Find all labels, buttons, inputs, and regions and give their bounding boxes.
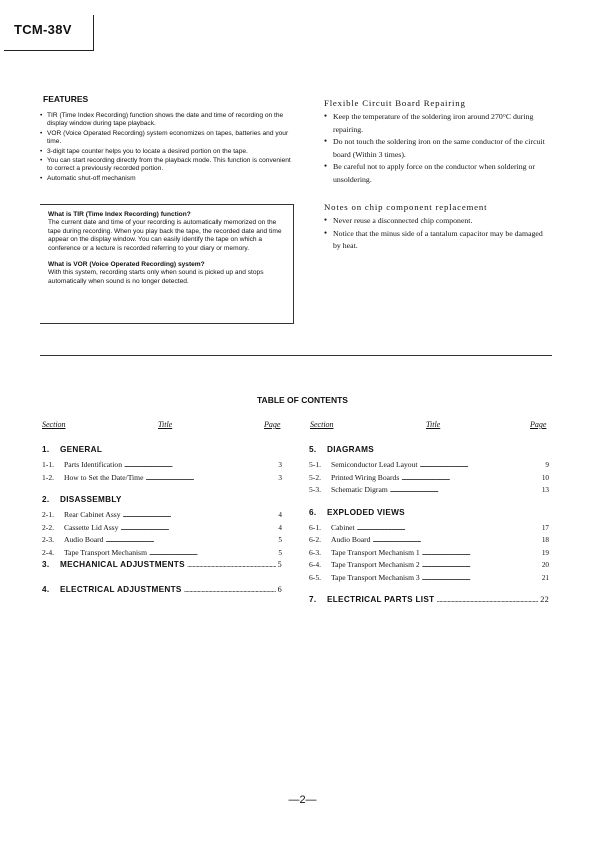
toc-header-title-left: Title — [158, 420, 173, 429]
chip-note-item: ● Never reuse a disconnected chip component. — [324, 215, 549, 228]
toc-page-number: 5 — [277, 560, 282, 569]
toc-spacer — [42, 485, 282, 495]
toc-title-text: Cabinet — [331, 522, 355, 532]
repairing-heading: Flexible Circuit Board Repairing — [324, 98, 466, 108]
toc-entry — [309, 473, 549, 486]
toc-number: 6-4. — [309, 560, 322, 569]
toc-number: 6-5. — [309, 572, 322, 582]
vor-answer: With this system, recording starts only when sound is picked up and stops automatically when sound is no longer detected. — [48, 269, 264, 285]
toc-section — [42, 445, 282, 457]
toc-page-number: 6 — [277, 585, 282, 594]
toc-page-number: 13 — [541, 486, 549, 494]
toc-number: 3. — [42, 560, 50, 569]
toc-number: 1-1. — [42, 460, 55, 469]
toc-page-number: 9 — [545, 461, 549, 469]
section-divider — [40, 355, 552, 356]
toc-number: 5-2. — [309, 472, 322, 482]
feature-explanation-box — [40, 204, 294, 324]
toc-leader-dots — [419, 460, 543, 469]
toc-number: 2. — [42, 495, 50, 504]
toc-page-number: 20 — [541, 561, 549, 569]
toc-title-text: Audio Board — [331, 535, 371, 544]
header-divider-horizontal — [4, 50, 94, 51]
toc-leader-dots — [390, 485, 540, 494]
toc-leader-dots — [422, 548, 540, 557]
toc-number: 5-3. — [309, 485, 322, 494]
toc-leader-dots — [105, 535, 276, 544]
chip-note-item: ● Notice that the minus side of a tantalum capacitor may be damaged by heat. — [324, 228, 549, 253]
toc-title-text: Rear Cabinet Assy — [64, 510, 121, 519]
toc-header-page-left: Page — [264, 420, 281, 429]
toc-section — [309, 508, 549, 520]
toc-entry — [42, 523, 282, 536]
toc-title-text: Tape Transport Mechanism 1 — [331, 547, 420, 557]
toc-title-text: Tape Transport Mechanism — [64, 547, 147, 557]
feature-item: • TIR (Time Index Recording) function shows the date and time of recording on the display window during tape playback. — [40, 112, 298, 129]
toc-number: 5-1. — [309, 460, 322, 469]
toc-title-text: Audio Board — [64, 535, 104, 544]
toc-entry — [309, 460, 549, 473]
toc-page-number: 5 — [278, 548, 282, 557]
toc-entry — [309, 573, 549, 586]
toc-number: 6-1. — [309, 522, 322, 532]
toc-entry — [42, 460, 282, 473]
toc-title-text: Tape Transport Mechanism 2 — [331, 560, 420, 569]
toc-page-number: 21 — [541, 573, 549, 582]
toc-entry — [309, 485, 549, 498]
toc-entry — [309, 535, 549, 548]
toc-number: 6. — [309, 507, 317, 517]
toc-title-text: GENERAL — [60, 445, 103, 454]
toc-spacer — [309, 498, 549, 508]
toc-leader-dots — [422, 573, 540, 582]
toc-spacer — [309, 585, 549, 595]
toc-entry — [42, 535, 282, 548]
toc-number: 2-4. — [42, 547, 55, 557]
toc-number: 2-1. — [42, 510, 55, 519]
toc-leader-dots — [145, 473, 276, 482]
toc-title-text: Semiconductor Lead Layout — [331, 460, 418, 469]
toc-title-text: ELECTRICAL PARTS LIST — [327, 595, 435, 604]
toc-title-text: ELECTRICAL ADJUSTMENTS — [60, 585, 182, 594]
feature-item: • VOR (Voice Operated Recording) system economizes on tapes, batteries and your time. — [40, 130, 298, 147]
toc-page-number: 22 — [540, 595, 549, 604]
toc-section — [309, 595, 549, 607]
toc-title-text: MECHANICAL ADJUSTMENTS — [60, 560, 185, 569]
toc-page-number: 3 — [278, 473, 282, 482]
repairing-item: ● Do not touch the soldering iron on the same conductor of the circuit board (Within 3 times). — [324, 136, 549, 161]
toc-entry — [42, 548, 282, 561]
toc-entry — [309, 548, 549, 561]
repairing-item: ● Be careful not to apply force on the conductor when soldering or unsoldering. — [324, 161, 549, 186]
toc-number: 1. — [42, 445, 50, 454]
header-divider-vertical — [93, 15, 94, 50]
page-number: —2— — [288, 794, 317, 806]
toc-section — [42, 585, 282, 597]
toc-header-page-right: Page — [530, 420, 547, 429]
chip-notes-list — [324, 215, 549, 253]
toc-entry — [309, 523, 549, 536]
toc-leader-dots — [120, 523, 276, 532]
toc-leader-dots — [401, 473, 539, 482]
toc-section — [42, 560, 282, 572]
toc-page-number: 4 — [278, 511, 282, 519]
toc-title-text: DIAGRAMS — [327, 445, 374, 454]
toc-header-section-left: Section — [42, 420, 66, 429]
toc-leader-dots — [124, 460, 276, 469]
repairing-item: ● Keep the temperature of the soldering iron around 270°C during repairing. — [324, 111, 549, 136]
toc-page-number: 5 — [278, 536, 282, 544]
feature-item: • Automatic shut-off mechanism — [40, 175, 298, 183]
toc-spacer — [42, 575, 282, 585]
features-list — [40, 112, 298, 183]
toc-page-number: 3 — [278, 461, 282, 469]
toc-column-left — [42, 445, 282, 600]
toc-page-number: 19 — [541, 548, 549, 557]
toc-number: 6-3. — [309, 547, 322, 557]
toc-section — [42, 495, 282, 507]
toc-leader-dots — [422, 560, 540, 569]
toc-section — [309, 445, 549, 457]
toc-number: 2-2. — [42, 522, 55, 532]
toc-title-text: DISASSEMBLY — [60, 495, 122, 504]
toc-leader-dots — [357, 523, 540, 532]
toc-column-right — [309, 445, 549, 610]
toc-number: 5. — [309, 445, 317, 454]
features-heading: FEATURES — [43, 94, 89, 104]
toc-header-title-right: Title — [426, 420, 441, 429]
toc-page-number: 10 — [541, 473, 549, 482]
toc-number: 1-2. — [42, 472, 55, 482]
repair-notes — [324, 98, 549, 269]
toc-leader-dots — [123, 510, 277, 519]
features-section — [40, 94, 298, 184]
toc-title-text: Printed Wiring Boards — [331, 472, 400, 482]
toc-entry — [309, 560, 549, 573]
repairing-list — [324, 111, 549, 186]
toc-page-number: 4 — [278, 523, 282, 532]
model-number: TCM-38V — [14, 22, 72, 37]
toc-entry — [42, 510, 282, 523]
toc-page-number: 18 — [541, 536, 549, 544]
toc-leader-dots — [436, 595, 538, 604]
toc-leader-dots — [149, 548, 276, 557]
vor-question: What is VOR (Voice Operated Recording) system? — [48, 261, 205, 269]
toc-entry — [42, 473, 282, 486]
toc-title-text: Cassette Lid Assy — [64, 522, 119, 532]
toc-title-text: EXPLODED VIEWS — [327, 507, 405, 517]
toc-title-text: Parts Identification — [64, 460, 122, 469]
toc-number: 7. — [309, 595, 317, 604]
toc-page-number: 17 — [541, 523, 549, 532]
toc-number: 2-3. — [42, 535, 55, 544]
toc-leader-dots — [372, 535, 539, 544]
toc-number: 4. — [42, 585, 50, 594]
feature-item: • 3-digit tape counter helps you to locate a desired portion on the tape. — [40, 148, 298, 156]
tir-question: What is TIR (Time Index Recording) function? — [48, 211, 191, 218]
toc-title-text: How to Set the Date/Time — [64, 472, 144, 482]
feature-item: • You can start recording directly from the playback mode. This function is convenient to correct a previously recorded portion. — [40, 157, 298, 174]
toc-title: TABLE OF CONTENTS — [257, 395, 348, 405]
toc-leader-dots — [184, 585, 276, 594]
toc-leader-dots — [187, 560, 276, 569]
toc-header-section-right: Section — [310, 420, 334, 429]
chip-notes-heading: Notes on chip component replacement — [324, 202, 488, 212]
toc-number: 6-2. — [309, 535, 322, 544]
tir-answer: The current date and time of your recording is automatically memorized on the tape during recording. When you play back the tape, the recorded date and time appear on the display window. You can easily identify the tape on which a conference or a lecture is recorded referring to your diary or memory. — [48, 219, 282, 252]
toc-title-text: Tape Transport Mechanism 3 — [331, 572, 420, 582]
toc-title-text: Schematic Digram — [331, 485, 388, 494]
